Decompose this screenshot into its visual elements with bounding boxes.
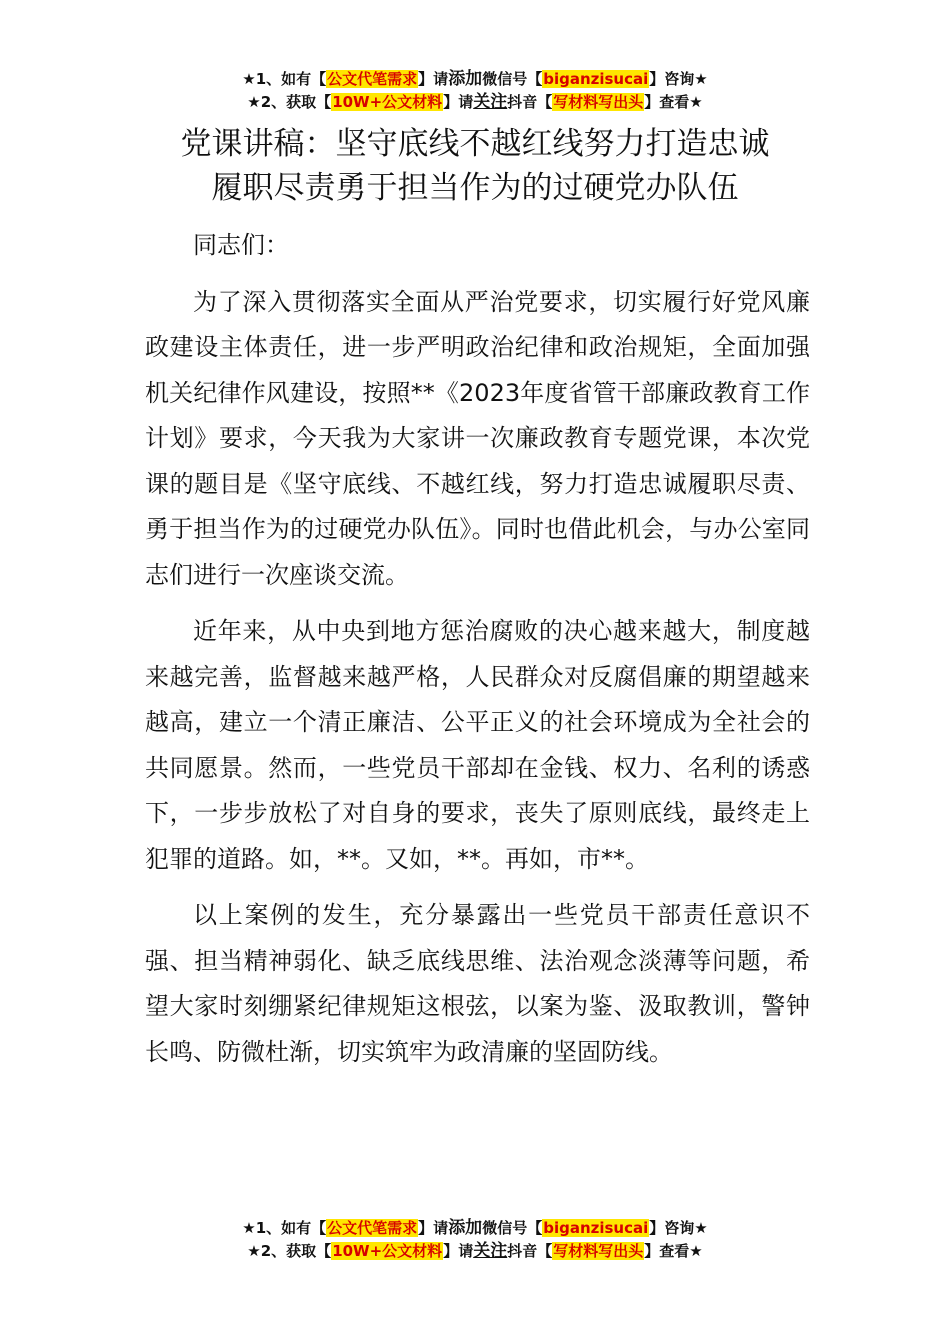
promo-line-1	[0, 68, 950, 91]
promo-emphasis: 关注	[473, 1241, 508, 1261]
promo-text: 】请	[418, 1219, 449, 1237]
promo-text: 】查看★	[644, 1242, 703, 1260]
promo-text: 】咨询★	[649, 70, 708, 88]
promo-text: 抖音【	[507, 1242, 553, 1260]
promo-text: 】咨询★	[649, 1219, 708, 1237]
promo-highlight: 10W+公文材料	[332, 1242, 443, 1260]
promo-text: 2、获取【	[260, 93, 332, 111]
douyin-id-highlight: 写材料写出头	[553, 93, 644, 111]
document-body	[145, 223, 810, 1086]
promo-text: 1、如有【	[255, 70, 327, 88]
wechat-id-highlight: biganzisucai	[543, 70, 649, 88]
footer-promo-banner	[0, 1217, 950, 1263]
promo-text: 2、获取【	[260, 1242, 332, 1260]
star-icon: ★	[247, 1242, 261, 1260]
promo-text: 微信号【	[482, 1219, 543, 1237]
promo-emphasis: 添加	[448, 69, 483, 89]
promo-line-1	[0, 1217, 950, 1240]
promo-text: 】请	[443, 1242, 474, 1260]
promo-text: 1、如有【	[255, 1219, 327, 1237]
promo-text: 】查看★	[644, 93, 703, 111]
promo-text: 微信号【	[482, 70, 543, 88]
star-icon: ★	[242, 70, 256, 88]
title-line-2: 履职尽责勇于担当作为的过硬党办队伍	[211, 170, 739, 206]
paragraph: 近年来，从中央到地方惩治腐败的决心越来越大，制度越来越完善，监督越来越严格，人民群众对反腐倡廉的期望越来越高，建立一个清正廉洁、公平正义的社会环境成为全社会的共同愿景。然而，一些党员干部却在金钱、权力、名利的诱惑下，一步步放松了对自身的要求，丧失了原则底线，最终走上犯罪的道路。如，**。又如，**。再如，市**。	[145, 617, 810, 873]
promo-highlight: 10W+公文材料	[332, 93, 443, 111]
promo-emphasis: 添加	[448, 1218, 483, 1238]
header-promo-banner	[0, 68, 950, 114]
douyin-id-highlight: 写材料写出头	[553, 1242, 644, 1260]
promo-line-2	[0, 91, 950, 114]
promo-text: 】请	[418, 70, 449, 88]
promo-text: 】请	[443, 93, 474, 111]
title-line-1: 党课讲稿：坚守底线不越红线努力打造忠诚	[180, 126, 770, 162]
wechat-id-highlight: biganzisucai	[543, 1219, 649, 1237]
promo-emphasis: 关注	[473, 92, 508, 112]
promo-highlight: 公文代笔需求	[327, 70, 418, 88]
document-title	[0, 122, 950, 210]
greeting: 同志们：	[193, 231, 289, 259]
paragraph: 为了深入贯彻落实全面从严治党要求，切实履行好党风廉政建设主体责任，进一步严明政治纪律和政治规矩，全面加强机关纪律作风建设，按照**《2023年度省管干部廉政教育工作计划》要求，今天我为大家讲一次廉政教育专题党课，本次党课的题目是《坚守底线、不越红线，努力打造忠诚履职尽责、勇于担当作为的过硬党办队伍》。同时也借此机会，与办公室同志们进行一次座谈交流。	[145, 287, 810, 589]
star-icon: ★	[247, 93, 261, 111]
star-icon: ★	[242, 1219, 256, 1237]
paragraph: 以上案例的发生，充分暴露出一些党员干部责任意识不强、担当精神弱化、缺乏底线思维、法治观念淡薄等问题，希望大家时刻绷紧纪律规矩这根弦，以案为鉴、汲取教训，警钟长鸣、防微杜渐，切实筑牢为政清廉的坚固防线。	[145, 901, 810, 1066]
promo-line-2	[0, 1240, 950, 1263]
promo-text: 抖音【	[507, 93, 553, 111]
promo-highlight: 公文代笔需求	[327, 1219, 418, 1237]
